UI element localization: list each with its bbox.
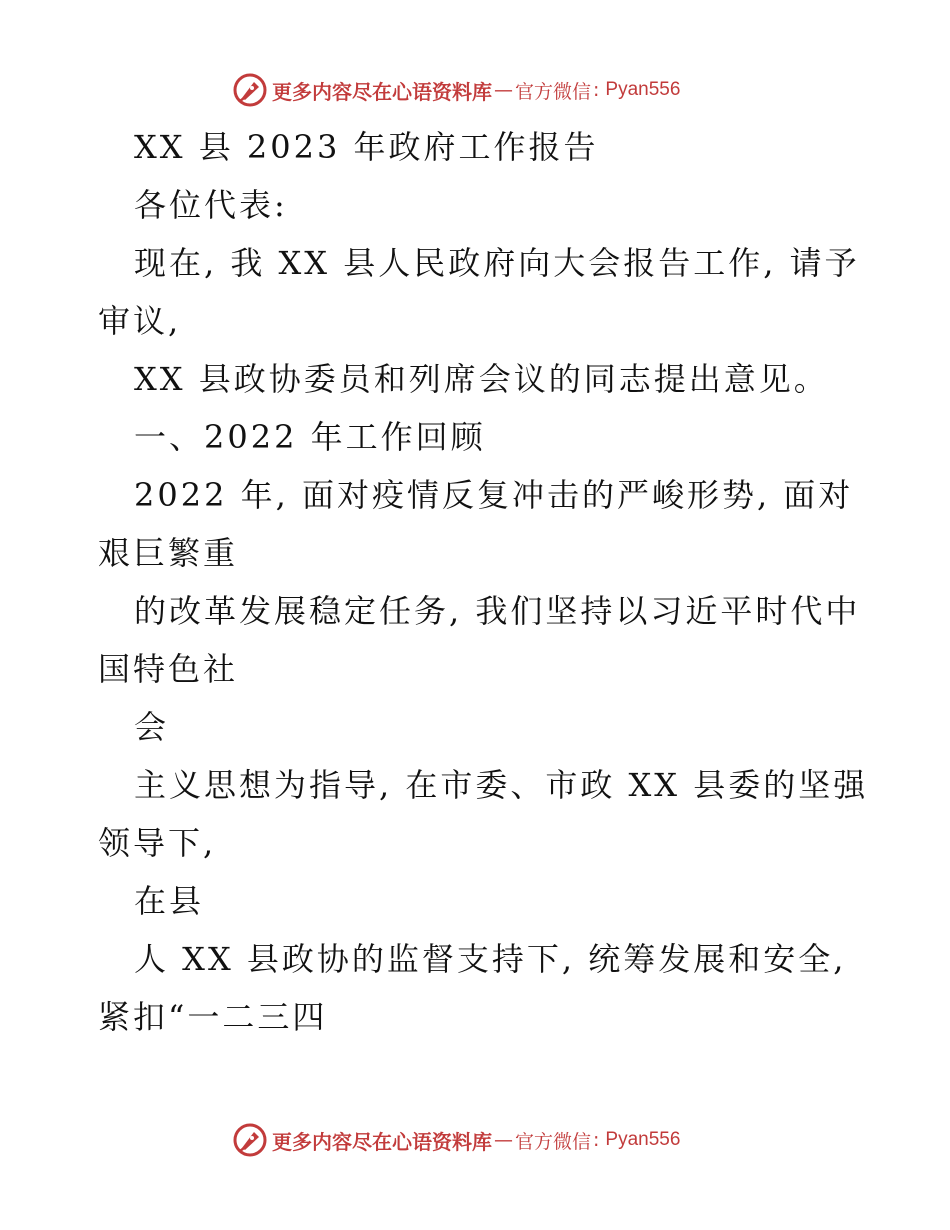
watermark-banner-bottom <box>232 1120 732 1160</box>
paragraph-line: 紧扣“一二三四 <box>98 998 328 1036</box>
paragraph-line: 2022 年, 面对疫情反复冲击的严峻形势, 面对 <box>134 476 854 514</box>
paragraph-line: XX 县政协委员和列席会议的同志提出意见。 <box>134 360 829 398</box>
paragraph-line: 各位代表: <box>134 186 288 224</box>
watermark-slogan: 更多内容尽在心语资料库 <box>272 79 492 104</box>
paragraph-line: 艰巨繁重 <box>98 534 239 572</box>
paragraph-line: 主义思想为指导, 在市委、市政 XX 县委的坚强 <box>134 766 869 804</box>
document-title: XX 县 2023 年政府工作报告 <box>134 128 599 166</box>
watermark-banner-top <box>232 70 732 110</box>
watermark-account: Pyan556 <box>605 79 681 100</box>
paragraph-line: 国特色社 <box>98 650 239 688</box>
watermark-colon: : <box>593 1129 600 1151</box>
pen-nib-logo-icon <box>232 72 268 108</box>
watermark-slogan: 更多内容尽在心语资料库 <box>272 1129 492 1154</box>
paragraph-line: 会 <box>134 708 170 746</box>
paragraph-line: 人 XX 县政协的监督支持下, 统筹发展和安全, <box>134 940 847 978</box>
paragraph-line: 领导下, <box>98 824 217 862</box>
paragraph-line: 在县 <box>134 882 205 920</box>
watermark-account: Pyan556 <box>605 1129 681 1150</box>
watermark-wechat-label: 官方微信 <box>515 80 592 103</box>
watermark-dash: — <box>494 1129 513 1151</box>
pen-nib-logo-icon <box>232 1122 268 1158</box>
paragraph-line: 审议, <box>98 302 182 340</box>
watermark-colon: : <box>593 79 600 101</box>
watermark-dash: — <box>494 79 513 101</box>
watermark-wechat-label: 官方微信 <box>515 1130 592 1153</box>
paragraph-line: 现在, 我 XX 县人民政府向大会报告工作, 请予 <box>134 244 860 282</box>
paragraph-line: 的改革发展稳定任务, 我们坚持以习近平时代中 <box>134 592 861 630</box>
document-body <box>98 118 878 1046</box>
section-heading: 一、2022 年工作回顾 <box>134 418 486 456</box>
